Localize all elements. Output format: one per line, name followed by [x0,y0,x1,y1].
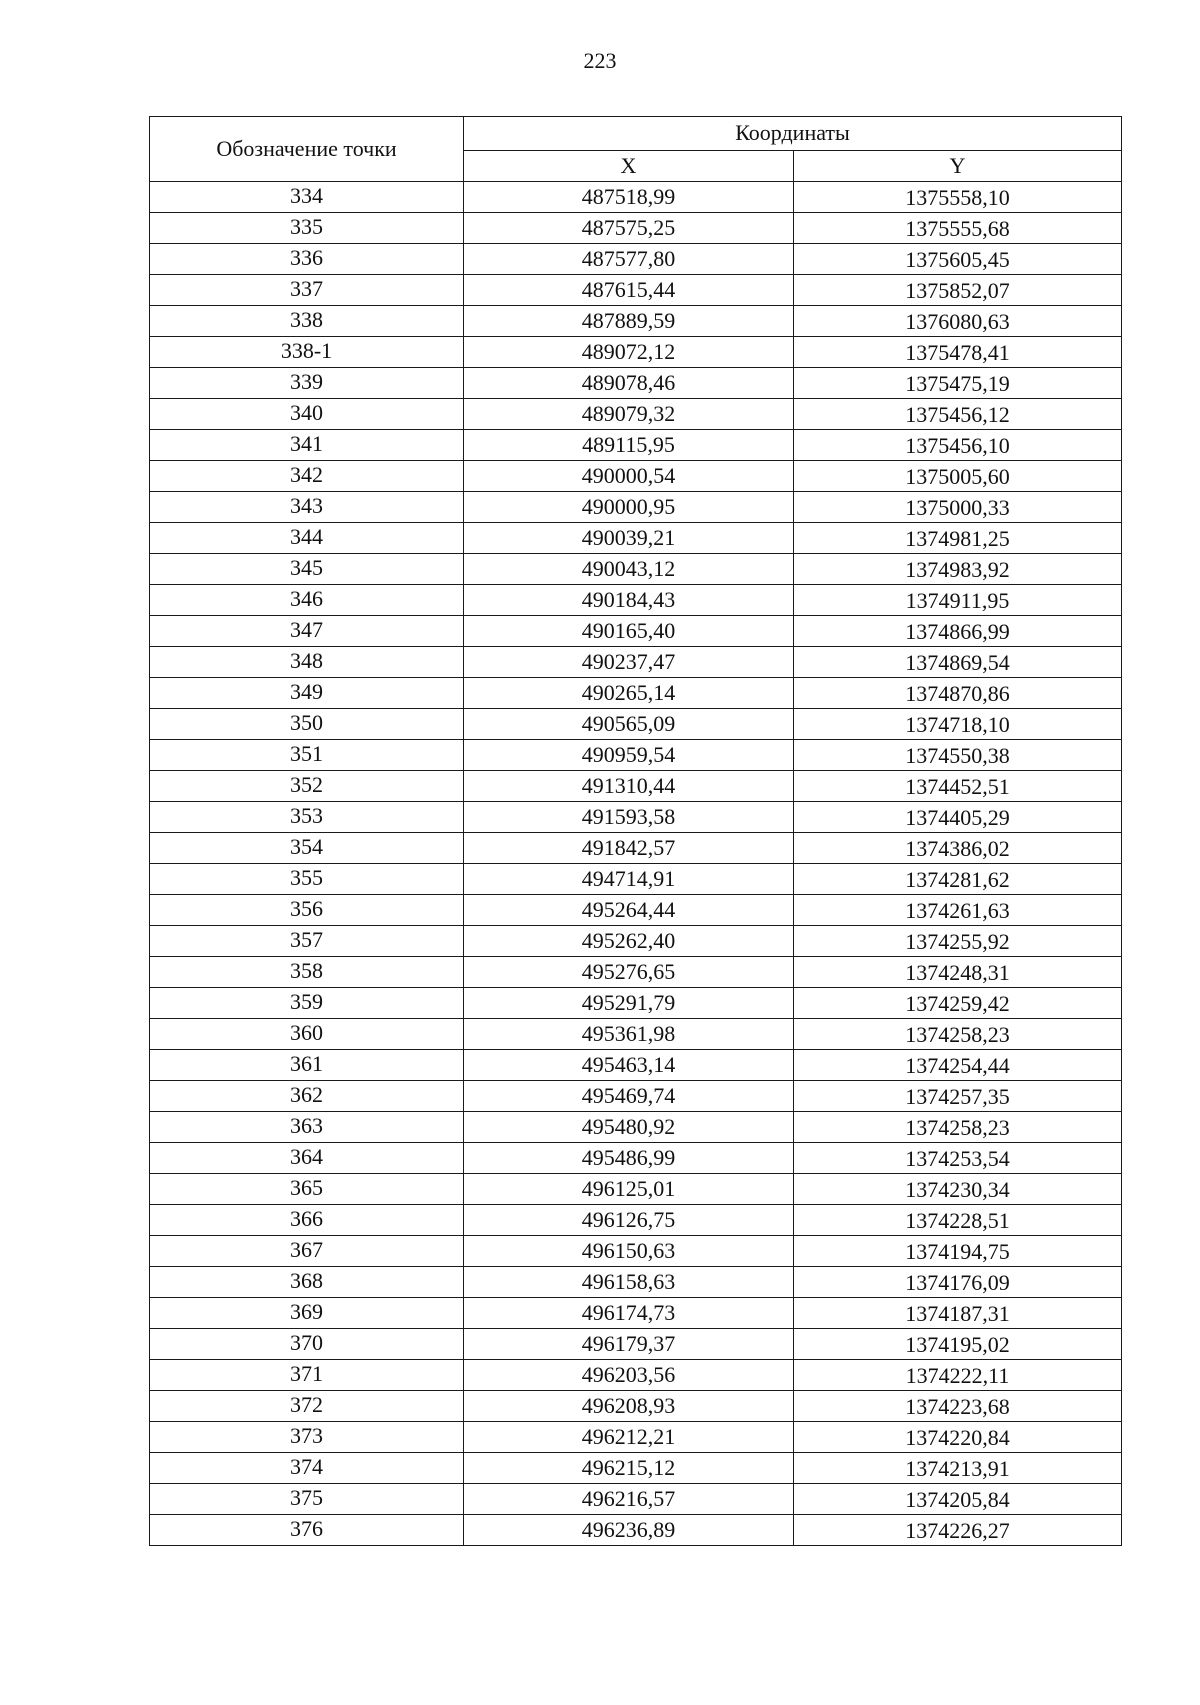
cell-x: 490165,40 [464,616,794,647]
cell-y: 1374222,11 [794,1360,1122,1391]
cell-x: 496208,93 [464,1391,794,1422]
cell-point: 362 [150,1081,464,1112]
cell-point: 368 [150,1267,464,1298]
cell-y: 1374195,02 [794,1329,1122,1360]
cell-y: 1374257,35 [794,1081,1122,1112]
cell-y: 1374258,23 [794,1112,1122,1143]
cell-y: 1374869,54 [794,647,1122,678]
cell-y: 1375475,19 [794,368,1122,399]
cell-y: 1375005,60 [794,461,1122,492]
cell-x: 496215,12 [464,1453,794,1484]
cell-point: 352 [150,771,464,802]
cell-x: 491593,58 [464,802,794,833]
cell-y: 1374187,31 [794,1298,1122,1329]
table-row [150,1050,1122,1081]
cell-point: 360 [150,1019,464,1050]
cell-point: 335 [150,213,464,244]
table-row [150,1391,1122,1422]
table-row [150,1484,1122,1515]
header-y: Y [794,150,1122,181]
cell-point: 364 [150,1143,464,1174]
cell-x: 490184,43 [464,585,794,616]
cell-x: 495469,74 [464,1081,794,1112]
table-row [150,1112,1122,1143]
cell-x: 490565,09 [464,709,794,740]
cell-x: 491310,44 [464,771,794,802]
cell-point: 340 [150,399,464,430]
cell-x: 495264,44 [464,895,794,926]
cell-point: 372 [150,1391,464,1422]
cell-y: 1374405,29 [794,802,1122,833]
cell-y: 1374550,38 [794,740,1122,771]
cell-x: 490237,47 [464,647,794,678]
cell-y: 1374259,42 [794,988,1122,1019]
cell-x: 495361,98 [464,1019,794,1050]
table-row [150,244,1122,275]
cell-x: 489072,12 [464,337,794,368]
table-row [150,492,1122,523]
table-row [150,1143,1122,1174]
cell-point: 338-1 [150,337,464,368]
cell-y: 1374452,51 [794,771,1122,802]
cell-point: 338 [150,306,464,337]
cell-x: 490043,12 [464,554,794,585]
cell-y: 1374981,25 [794,523,1122,554]
cell-point: 346 [150,585,464,616]
cell-x: 496126,75 [464,1205,794,1236]
cell-y: 1376080,63 [794,306,1122,337]
cell-x: 487615,44 [464,275,794,306]
cell-y: 1374248,31 [794,957,1122,988]
cell-x: 495480,92 [464,1112,794,1143]
table-row [150,864,1122,895]
table-row [150,1205,1122,1236]
cell-x: 494714,91 [464,864,794,895]
cell-y: 1375558,10 [794,182,1122,213]
table-body [150,182,1122,1546]
cell-point: 358 [150,957,464,988]
coordinates-table-container [149,116,1121,1546]
table-row [150,461,1122,492]
cell-x: 487575,25 [464,213,794,244]
cell-point: 371 [150,1360,464,1391]
cell-y: 1374255,92 [794,926,1122,957]
cell-x: 495291,79 [464,988,794,1019]
cell-point: 345 [150,554,464,585]
cell-x: 496212,21 [464,1422,794,1453]
header-coordinates: Координаты [464,117,1122,151]
cell-y: 1374194,75 [794,1236,1122,1267]
header-point-designation: Обозначение точки [150,117,464,182]
table-row [150,337,1122,368]
cell-y: 1374228,51 [794,1205,1122,1236]
cell-x: 490000,95 [464,492,794,523]
cell-y: 1374176,09 [794,1267,1122,1298]
cell-x: 496125,01 [464,1174,794,1205]
cell-x: 496158,63 [464,1267,794,1298]
cell-y: 1374253,54 [794,1143,1122,1174]
cell-y: 1374230,34 [794,1174,1122,1205]
table-row [150,802,1122,833]
table-row [150,957,1122,988]
cell-x: 487889,59 [464,306,794,337]
cell-x: 490265,14 [464,678,794,709]
cell-point: 341 [150,430,464,461]
cell-point: 348 [150,647,464,678]
table-row [150,554,1122,585]
cell-x: 496203,56 [464,1360,794,1391]
table-row [150,523,1122,554]
cell-x: 490959,54 [464,740,794,771]
cell-point: 336 [150,244,464,275]
table-row [150,1267,1122,1298]
table-row [150,306,1122,337]
coordinates-table [149,116,1122,1546]
cell-point: 369 [150,1298,464,1329]
cell-point: 342 [150,461,464,492]
cell-x: 496179,37 [464,1329,794,1360]
table-row [150,1298,1122,1329]
cell-point: 344 [150,523,464,554]
cell-y: 1375478,41 [794,337,1122,368]
cell-y: 1375000,33 [794,492,1122,523]
cell-y: 1375456,10 [794,430,1122,461]
table-row [150,1081,1122,1112]
cell-x: 489079,32 [464,399,794,430]
cell-y: 1375555,68 [794,213,1122,244]
cell-point: 375 [150,1484,464,1515]
cell-x: 490000,54 [464,461,794,492]
cell-y: 1374205,84 [794,1484,1122,1515]
cell-y: 1374220,84 [794,1422,1122,1453]
table-row [150,213,1122,244]
cell-y: 1374223,68 [794,1391,1122,1422]
table-row [150,585,1122,616]
cell-point: 363 [150,1112,464,1143]
table-row [150,709,1122,740]
cell-x: 491842,57 [464,833,794,864]
page-number: 223 [583,48,617,73]
cell-y: 1375605,45 [794,244,1122,275]
cell-y: 1374983,92 [794,554,1122,585]
cell-point: 350 [150,709,464,740]
cell-point: 361 [150,1050,464,1081]
table-row [150,1422,1122,1453]
cell-point: 367 [150,1236,464,1267]
table-row [150,740,1122,771]
table-row [150,616,1122,647]
cell-y: 1374258,23 [794,1019,1122,1050]
table-row [150,1329,1122,1360]
cell-x: 489078,46 [464,368,794,399]
cell-point: 334 [150,182,464,213]
table-row [150,771,1122,802]
cell-y: 1374866,99 [794,616,1122,647]
cell-x: 496216,57 [464,1484,794,1515]
cell-x: 490039,21 [464,523,794,554]
table-row [150,1515,1122,1546]
cell-point: 365 [150,1174,464,1205]
cell-x: 495276,65 [464,957,794,988]
table-row [150,368,1122,399]
cell-point: 374 [150,1453,464,1484]
header-x: X [464,150,794,181]
cell-point: 370 [150,1329,464,1360]
cell-point: 366 [150,1205,464,1236]
cell-point: 373 [150,1422,464,1453]
table-row [150,430,1122,461]
cell-y: 1374213,91 [794,1453,1122,1484]
cell-x: 487518,99 [464,182,794,213]
table-row [150,1019,1122,1050]
table-row [150,895,1122,926]
cell-x: 487577,80 [464,244,794,275]
cell-point: 351 [150,740,464,771]
cell-point: 354 [150,833,464,864]
cell-x: 496150,63 [464,1236,794,1267]
cell-point: 355 [150,864,464,895]
table-row [150,833,1122,864]
table-row [150,399,1122,430]
table-row [150,1360,1122,1391]
cell-x: 489115,95 [464,430,794,461]
cell-y: 1374911,95 [794,585,1122,616]
table-row [150,988,1122,1019]
cell-x: 495262,40 [464,926,794,957]
cell-y: 1374261,63 [794,895,1122,926]
cell-point: 343 [150,492,464,523]
cell-point: 356 [150,895,464,926]
cell-y: 1374254,44 [794,1050,1122,1081]
cell-point: 376 [150,1515,464,1546]
table-row [150,647,1122,678]
cell-y: 1374870,86 [794,678,1122,709]
table-row [150,1236,1122,1267]
cell-point: 337 [150,275,464,306]
cell-x: 496174,73 [464,1298,794,1329]
cell-x: 495486,99 [464,1143,794,1174]
cell-y: 1374718,10 [794,709,1122,740]
table-row [150,1453,1122,1484]
cell-y: 1374226,27 [794,1515,1122,1546]
cell-y: 1374281,62 [794,864,1122,895]
cell-point: 357 [150,926,464,957]
cell-y: 1375456,12 [794,399,1122,430]
cell-point: 359 [150,988,464,1019]
cell-y: 1375852,07 [794,275,1122,306]
table-row [150,1174,1122,1205]
cell-y: 1374386,02 [794,833,1122,864]
table-row [150,678,1122,709]
cell-point: 353 [150,802,464,833]
cell-point: 339 [150,368,464,399]
cell-point: 349 [150,678,464,709]
table-row [150,275,1122,306]
table-header [150,117,1122,182]
cell-x: 496236,89 [464,1515,794,1546]
table-row [150,182,1122,213]
cell-point: 347 [150,616,464,647]
table-row [150,926,1122,957]
cell-x: 495463,14 [464,1050,794,1081]
